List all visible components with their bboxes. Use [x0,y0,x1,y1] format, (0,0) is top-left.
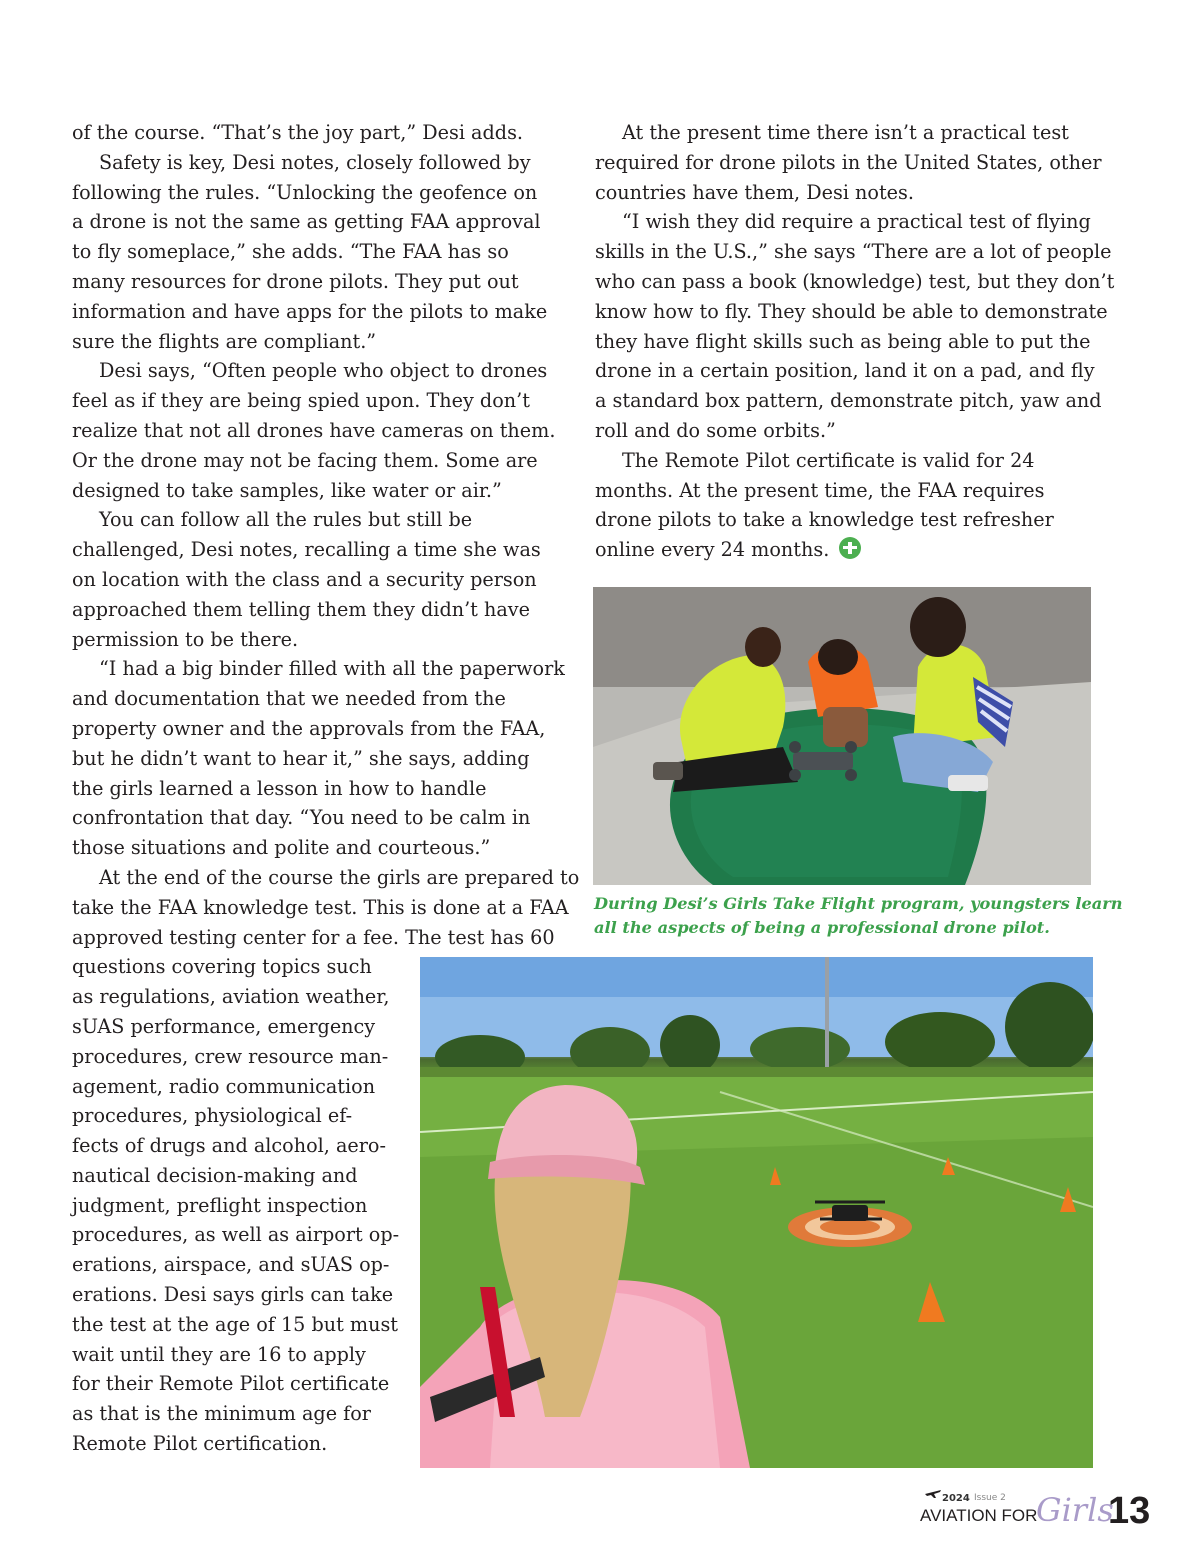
text-line [72,267,572,297]
text-line [72,386,572,416]
text-line-content: a standard box pattern, demonstrate pitch, yaw and [595,389,1102,413]
text-line [72,595,572,625]
text-line-content: property owner and the approvals from the FAA, [72,716,546,740]
text-line-content: “I wish they did require a practical test of flying [622,210,1091,234]
photo-caption [594,892,1123,940]
text-line-content: as that is the minimum age for [72,1402,371,1426]
text-line [595,505,1095,535]
text-line [72,774,572,804]
text-line-content: designed to take samples, like water or air.” [72,478,502,502]
text-line-content: You can follow all the rules but still be [99,508,473,532]
text-line [72,684,572,714]
text-line-content: the girls learned a lesson in how to handle [72,776,487,800]
text-line-content: those situations and polite and courteous.” [72,836,491,860]
caption-line: During Desi’s Girls Take Flight program, youngsters learn [594,894,1123,913]
text-line-content: erations, airspace, and sUAS op- [72,1253,390,1277]
text-line-content: nautical decision-making and [72,1163,358,1187]
text-line [595,207,1095,237]
text-line [72,476,572,506]
text-line-content: of the course. “That’s the joy part,” Desi adds. [72,121,524,144]
text-line-content: skills in the U.S.,” she says “There are a lot of people [595,240,1112,264]
text-line-content: on location with the class and a security person [72,567,537,591]
text-line-content: for their Remote Pilot certificate [72,1372,390,1396]
text-line-content: required for drone pilots in the United States, other [595,150,1102,174]
text-line-content: wait until they are 16 to apply [72,1342,366,1366]
text-line-content: procedures, crew resource man- [72,1044,389,1068]
photo-drone-landing-pad-illustration [420,957,1093,1468]
text-line [72,565,572,595]
text-line [595,476,1095,506]
text-line-content: countries have them, Desi notes. [595,180,914,204]
text-line-content: The Remote Pilot certificate is valid for 24 [622,448,1035,472]
caption-line: all the aspects of being a professional drone pilot. [594,918,1050,937]
text-line-content: sUAS performance, emergency [72,1014,376,1038]
text-line [72,654,572,684]
text-line-content: “I had a big binder filled with all the paperwork [99,657,565,681]
text-line [72,297,572,327]
text-line-content: many resources for drone pilots. They put out [72,269,519,293]
text-line-content: drone in a certain position, land it on a pad, and fly [595,359,1095,383]
text-line [72,237,572,267]
text-line-content: the test at the age of 15 but must [72,1312,399,1336]
text-line-content: drone pilots to take a knowledge test refresher [595,508,1054,532]
text-line [72,416,572,446]
text-line-content: to fly someplace,” she adds. “The FAA has so [72,240,509,264]
footer-year: 2024 [942,1493,970,1504]
text-line [595,327,1095,357]
text-line [595,356,1095,386]
text-line [72,535,572,565]
footer-magazine-name: AVIATION FOR [920,1506,1038,1525]
text-line [595,237,1112,267]
text-line [595,148,1102,178]
text-line-content: information and have apps for the pilots to make [72,299,548,323]
airplane-icon [924,1487,942,1499]
footer-magazine-script: Girls [1036,1491,1114,1529]
text-line-content: as regulations, aviation weather, [72,985,390,1009]
text-line-content: feel as if they are being spied upon. They don’t [72,389,530,413]
text-line [595,416,1095,446]
text-line-content: permission to be there. [72,627,299,651]
text-line-content: roll and do some orbits.” [595,418,836,442]
text-line-content: who can pass a book (knowledge) test, but they don’t [595,269,1115,293]
text-line-content: approached them telling them they didn’t have [72,597,530,621]
photo-drone-landing-pad [420,957,1093,1468]
text-line-content: Or the drone may not be facing them. Some are [72,448,538,472]
photo-girls-with-drone [593,587,1091,885]
text-line [72,446,572,476]
text-line [595,267,1115,297]
text-line [72,356,572,386]
text-line-content: realize that not all drones have cameras on them. [72,418,556,442]
text-line [72,923,572,953]
text-line-content: challenged, Desi notes, recalling a time she was [72,538,541,562]
text-line-content: erations. Desi says girls can take [72,1283,394,1307]
text-line-content: fects of drugs and alcohol, aero- [72,1134,386,1158]
text-line-content: questions covering topics such [72,955,372,979]
text-line-content: Remote Pilot certification. [72,1432,328,1456]
text-line [595,178,1095,208]
text-line-content: approved testing center for a fee. The test has 60 [72,925,555,949]
text-line [72,625,572,655]
page-footer [918,1484,1168,1534]
text-line-content: and documentation that we needed from the [72,687,506,711]
text-line [72,148,572,178]
text-line-content: procedures, as well as airport op- [72,1223,400,1247]
text-line [595,535,1095,565]
text-line [72,833,572,863]
text-line-content: but he didn’t want to hear it,” she says, adding [72,746,530,770]
text-line [72,178,572,208]
text-line [72,118,572,148]
text-line-content: a drone is not the same as getting FAA approval [72,210,541,234]
text-line [72,505,572,535]
text-line-content: Safety is key, Desi notes, closely followed by [99,150,531,174]
text-line-content: At the end of the course the girls are prepared to [99,865,580,889]
text-line-content: know how to fly. They should be able to demonstrate [595,299,1108,323]
text-line [72,863,580,893]
text-line-content: online every 24 months. [595,538,830,562]
text-line [595,446,1095,476]
footer-issue: Issue 2 [974,1493,1006,1503]
text-line-content: procedures, physiological ef- [72,1104,353,1128]
text-line-content: At the present time there isn’t a practical test [622,121,1069,144]
plus-circle-icon [839,537,861,559]
text-line-content: sure the flights are compliant.” [72,329,377,353]
text-line [72,893,572,923]
page-number: 13 [1108,1490,1151,1532]
photo-girls-with-drone-illustration [593,587,1091,885]
text-line [595,118,1095,148]
text-line [72,744,572,774]
text-line-content: judgment, preflight inspection [72,1193,368,1217]
right-column [595,118,1115,565]
text-line [595,386,1102,416]
text-line-content: Desi says, “Often people who object to drones [99,359,548,383]
text-line [72,714,572,744]
text-line [595,297,1108,327]
text-line-content: agement, radio communication [72,1074,376,1098]
text-line-content: they have flight skills such as being able to put the [595,329,1091,353]
text-line-content: confrontation that day. “You need to be calm in [72,806,531,830]
text-line [72,327,572,357]
text-line [72,803,572,833]
text-line [72,207,572,237]
text-line-content: take the FAA knowledge test. This is done at a FAA [72,895,569,919]
text-line-content: following the rules. “Unlocking the geofence on [72,180,538,204]
text-line-content: months. At the present time, the FAA requires [595,478,1045,502]
